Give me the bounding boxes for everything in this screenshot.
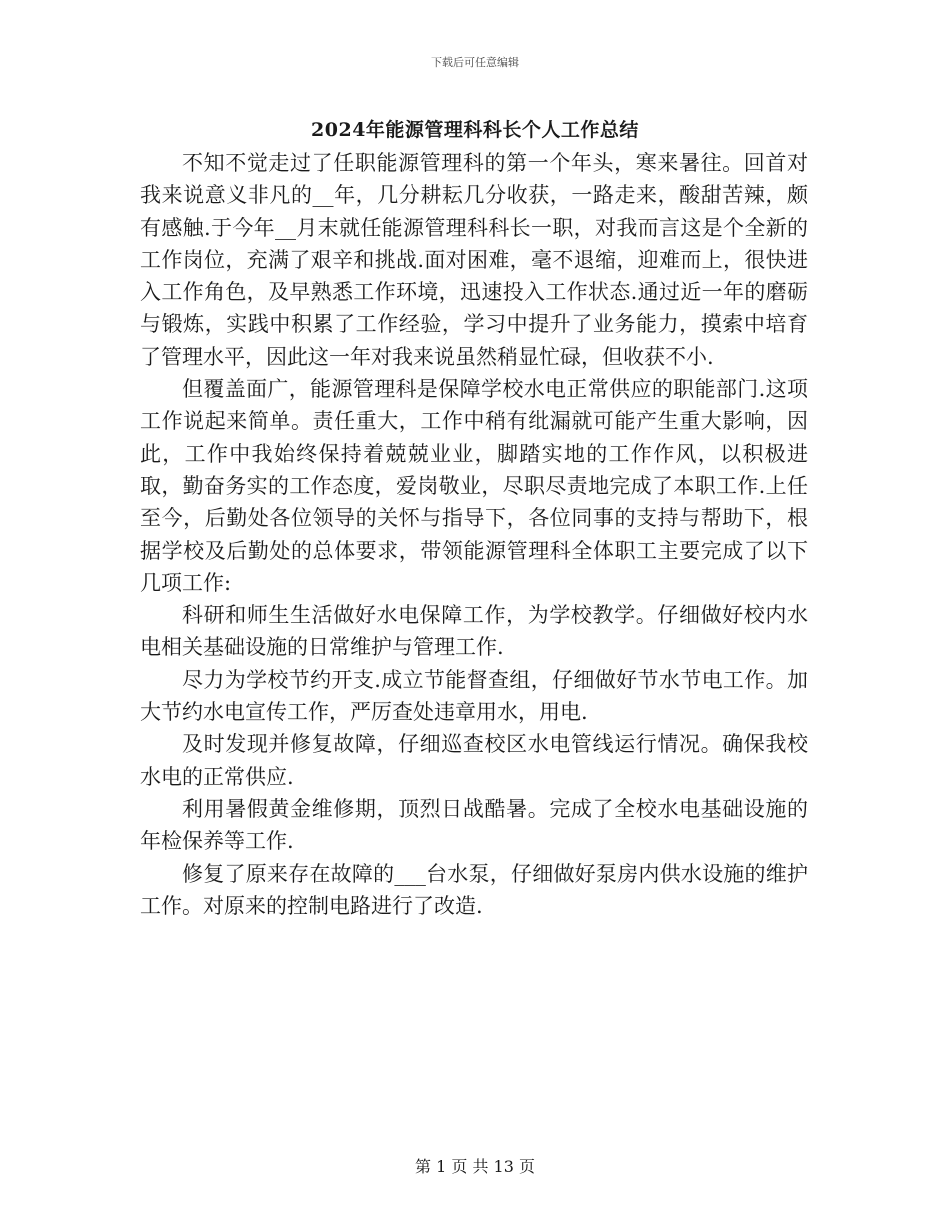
paragraph-4: 尽力为学校节约开支.成立节能督查组，仔细做好节水节电工作。加大节约水电宣传工作，严厉查处违章用水，用电. [140, 667, 808, 725]
document-title: 2024年能源管理科科长个人工作总结 [311, 119, 639, 141]
paragraph-5: 及时发现并修复故障，仔细巡查校区水电管线运行情况。确保我校水电的正常供应. [140, 732, 808, 789]
paragraph-7: 修复了原来存在故障的___台水泵，仔细做好泵房内供水设施的维护工作。对原来的控制电路进行了改造. [140, 861, 808, 918]
header-note: 下载后可任意编辑 [431, 56, 519, 69]
paragraph-3: 科研和师生生活做好水电保障工作，为学校教学。仔细做好校内水电相关基础设施的日常维护与管理工作. [140, 603, 808, 660]
paragraph-2: 但覆盖面广，能源管理科是保障学校水电正常供应的职能部门.这项工作说起来简单。责任重大，工作中稍有纰漏就可能产生重大影响，因此，工作中我始终保持着兢兢业业，脚踏实地的工作作风，以积极进取，勤奋务实的工作态度，爱岗敬业，尽职尽责地完成了本职工作.上任至今，后勤处各位领导的关怀与指导下，各位同事的支持与帮助下，根据学校及后勤处的总体要求，带领能源管理科全体职工主要完成了以下几项工作: [140, 377, 808, 595]
paragraph-1: 不知不觉走过了任职能源管理科的第一个年头，寒来暑往。回首对我来说意义非凡的__年，几分耕耘几分收获，一路走来，酸甜苦辣，颇有感触.于今年__月末就任能源管理科科长一职，对我而言这是个全新的工作岗位，充满了艰辛和挑战.面对困难，毫不退缩，迎难而上，很快进入工作角色，及早熟悉工作环境，迅速投入工作状态.通过近一年的磨砺与锻炼，实践中积累了工作经验，学习中提升了业务能力，摸索中培育了管理水平，因此这一年对我来说虽然稍显忙碌，但收获不小. [140, 151, 808, 369]
page-number: 第 1 页 共 13 页 [415, 1157, 535, 1176]
paragraph-6: 利用暑假黄金维修期，顶烈日战酷暑。完成了全校水电基础设施的年检保养等工作. [140, 796, 808, 854]
document-body [140, 147, 808, 922]
